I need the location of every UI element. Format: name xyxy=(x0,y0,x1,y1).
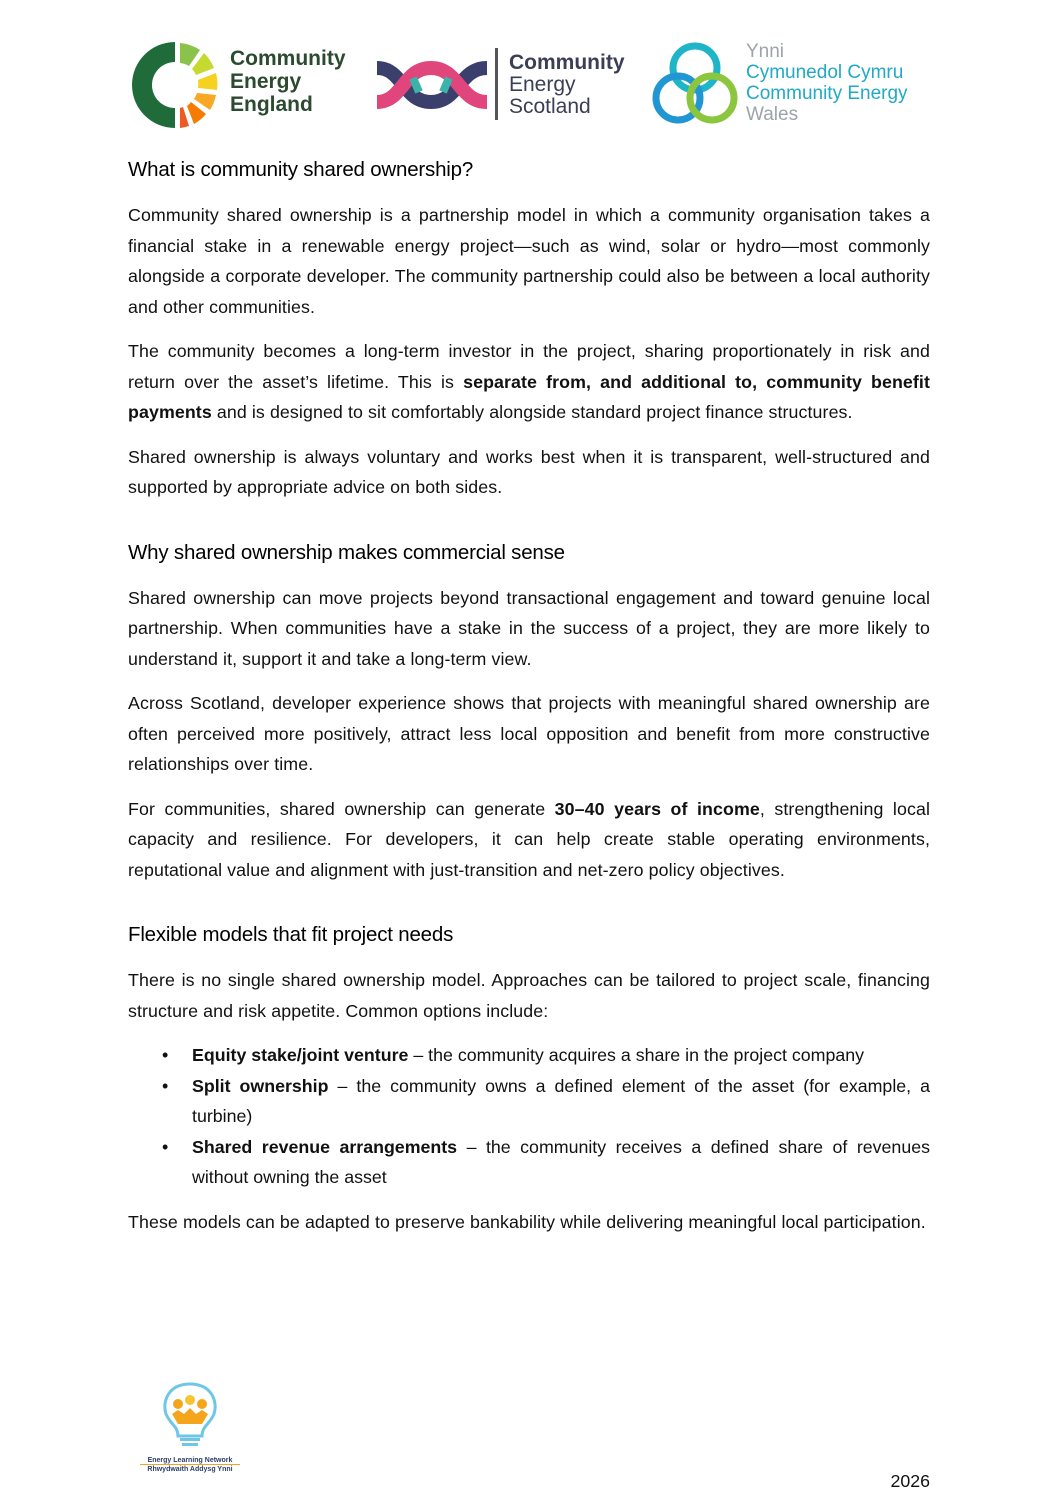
section-heading: Flexible models that fit project needs xyxy=(128,923,454,946)
community-energy-wales-logo xyxy=(646,38,936,132)
text-run: and is designed to sit comfortably alongside standard project finance structures. xyxy=(211,402,853,422)
paragraph xyxy=(128,794,930,886)
paragraph: Across Scotland, developer experience shows that projects with meaningful shared ownership are often perceived more positively, attract less local opposition and benefit from more constructive relationships over time. xyxy=(128,693,930,774)
paragraph: Community shared ownership is a partnership model in which a community organisation takes a financial stake in a renewable energy project—such as wind, solar or hydro—most commonly alongside a corporate developer. The community partnership could also be between a local authority and other communities. xyxy=(128,205,930,317)
lightbulb-people-icon xyxy=(140,1380,240,1450)
text-run: – the community owns a defined element of the asset (for example, a turbine) xyxy=(192,1075,930,1126)
document-body xyxy=(128,158,930,1237)
footer-year: 2026 xyxy=(890,1471,930,1491)
cee-line3: England xyxy=(230,93,313,116)
ces-line3: Scotland xyxy=(509,95,591,118)
ces-divider xyxy=(495,48,498,120)
header-logos xyxy=(128,38,930,132)
bullet-list xyxy=(128,1040,930,1193)
bold-text: separate from, and additional to, community benefit payments xyxy=(128,371,930,422)
bold-text: 30–40 years of income xyxy=(554,798,760,819)
bold-text: Shared revenue arrangements xyxy=(192,1136,458,1157)
footer-logo-line2: Rhwydwaith Addysg Ynni xyxy=(140,1464,240,1473)
paragraph: Shared ownership is always voluntary and works best when it is transparent, well-structured and supported by appropriate advice on both sides. xyxy=(128,446,930,497)
community-energy-scotland-logo xyxy=(373,38,638,132)
list-item xyxy=(192,1071,930,1132)
ces-knot-icon xyxy=(373,38,491,132)
list-item xyxy=(192,1040,930,1071)
cee-line2: Energy xyxy=(230,70,302,93)
text-run: , strengthening local capacity and resilience. For developers, it can help create stable operating environments, reputational value and alignment with just-transition and net-zero policy objectives. xyxy=(128,798,930,880)
community-energy-england-logo xyxy=(128,38,363,132)
bold-text: Split ownership xyxy=(192,1075,329,1096)
cee-ring-icon xyxy=(128,38,222,132)
text-run: For communities, shared ownership can generate xyxy=(128,798,555,819)
bold-text: Equity stake/joint venture xyxy=(192,1045,409,1065)
ccw-line3: Community Energy xyxy=(746,83,908,104)
text-run: – the community receives a defined share of revenues without owning the asset xyxy=(192,1136,930,1187)
energy-learning-network-logo xyxy=(140,1380,240,1480)
list-item xyxy=(192,1132,930,1193)
section-heading: Why shared ownership makes commercial sense xyxy=(128,540,565,564)
ccw-line2: Cymunedol Cymru xyxy=(746,62,904,83)
paragraph: These models can be adapted to preserve bankability while delivering meaningful local participation. xyxy=(128,1211,926,1232)
paragraph xyxy=(128,336,930,428)
footer-logo-line1: Energy Learning Network xyxy=(147,1457,233,1464)
section-heading: What is community shared ownership? xyxy=(128,158,474,181)
paragraph: There is no single shared ownership model. Approaches can be tailored to project scale, financing structure and risk appetite. Common options include: xyxy=(128,970,930,1021)
ccw-line4: Wales xyxy=(746,104,799,125)
ccw-triquetra-icon xyxy=(648,38,742,132)
ces-line2: Energy xyxy=(509,73,576,96)
text-run: – the community acquires a share in the project company xyxy=(408,1045,865,1065)
ces-line1: Community xyxy=(509,51,625,74)
text-run: The community becomes a long-term investor in the project, sharing proportionately in risk and return over the asset’s lifetime. This is xyxy=(128,341,930,392)
cee-line1: Community xyxy=(230,47,346,70)
ccw-line1: Ynni xyxy=(746,41,785,62)
paragraph: Shared ownership can move projects beyond transactional engagement and toward genuine local partnership. When communities have a stake in the success of a project, they are more likely to understand it, support it and take a long-term view. xyxy=(128,587,930,669)
